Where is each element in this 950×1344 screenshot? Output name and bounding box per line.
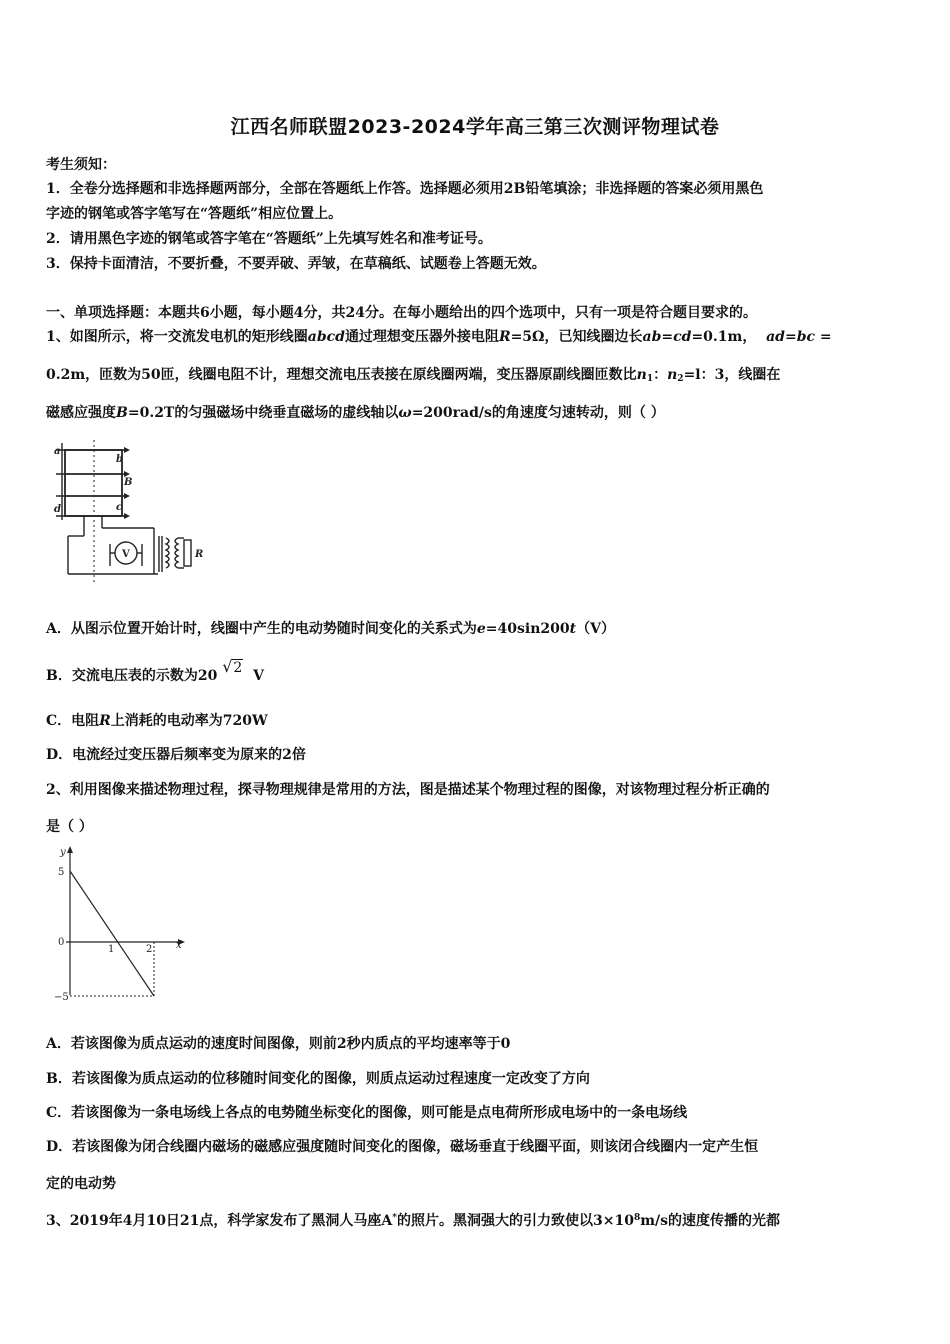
fig-label-c: c	[116, 502, 123, 513]
notice-heading: 考生须知：	[46, 157, 116, 173]
graph-tick-5: 5	[58, 867, 65, 878]
fig-label-B: B	[124, 477, 133, 488]
section-heading: 一、单项选择题：本题共6小题，每小题4分，共24分。在每小题给出的四个选项中，只有一项是符合题目要求的。	[46, 305, 757, 321]
q3-line-1: 3、2019年4月10日21点，科学家发布了黑洞人马座A*的照片。黑洞强大的引力致使以$3\times 10^8m/s$的速度传播的光都	[46, 1213, 781, 1229]
notice-item-3: 3．保持卡面清洁，不要折叠，不要弄破、弄皱，在草稿纸、试题卷上答题无效。	[46, 256, 546, 272]
q1-option-a: A．从图示位置开始计时，线圈中产生的电动势随时间变化的关系式为e=40sin200t（V）	[46, 621, 615, 637]
graph-tick-2: 2	[146, 944, 153, 955]
notice-item-1b: 字迹的钢笔或答字笔写在“答题纸”相应位置上。	[46, 206, 343, 222]
q1-line-1: 1、如图所示，将一交流发电机的矩形线圈abcd通过理想变压器外接电阻R=5Ω，已知线圈边长ab=cd=0.1m， ad=bc =	[46, 329, 832, 345]
q2-line-1: 2、利用图像来描述物理过程，探寻物理规律是常用的方法，图是描述某个物理过程的图像，对该物理过程分析正确的	[46, 782, 770, 798]
graph-origin-label: 0	[58, 937, 65, 948]
graph-y-label: y	[60, 847, 66, 858]
generator-circuit-figure	[52, 440, 217, 585]
fig-label-R: R	[195, 549, 204, 560]
fig-label-a: a	[54, 446, 61, 457]
q1-option-d: D．电流经过变压器后频率变为原来的2倍	[46, 747, 306, 763]
notice-item-2: 2．请用黑色字迹的钢笔或答字笔在“答题纸”上先填写姓名和准考证号。	[46, 231, 492, 247]
q2-option-d-line2: 定的电动势	[46, 1176, 116, 1192]
q2-option-d-line1: D．若该图像为闭合线圈内磁场的磁感应强度随时间变化的图像，磁场垂直于线圈平面，则该闭合线圈内一定产生恒	[46, 1139, 759, 1155]
exam-title: 江西名师联盟2023-2024学年高三第三次测评物理试卷	[230, 116, 720, 138]
notice-item-1a: 1．全卷分选择题和非选择题两部分，全部在答题纸上作答。选择题必须用2B铅笔填涂；非选择题的答案必须用黑色	[46, 181, 764, 197]
q2-graph	[52, 845, 192, 1005]
graph-tick-neg5: −5	[54, 992, 69, 1003]
q2-option-a: A．若该图像为质点运动的速度时间图像，则前2秒内质点的平均速率等于0	[46, 1036, 511, 1052]
q1-option-c: C．电阻R上消耗的电动率为720W	[46, 713, 268, 729]
q1-line-2: 0.2m，匝数为50匝，线圈电阻不计，理想交流电压表接在原线圈两端，变压器原副线圈匝数比$n_1$：$n_2=l$：3，线圈在	[46, 367, 781, 384]
sqrt-symbol: √2	[222, 657, 243, 676]
q1-line-3: 磁感应强度B=0.2T的匀强磁场中绕垂直磁场的虚线轴以ω=200rad/s的角速度匀速转动，则（ ）	[46, 405, 665, 421]
q2-option-b: B．若该图像为质点运动的位移随时间变化的图像，则质点运动过程速度一定改变了方向	[46, 1071, 590, 1087]
fig-label-b: b	[116, 454, 123, 465]
q1-option-b: B．交流电压表的示数为20 √2 V	[46, 657, 264, 684]
graph-tick-1: 1	[108, 944, 115, 955]
fig-label-V: V	[122, 549, 130, 560]
graph-x-label: x	[176, 940, 182, 951]
q2-line-2: 是（ ）	[46, 819, 93, 835]
q2-option-c: C．若该图像为一条电场线上各点的电势随坐标变化的图像，则可能是点电荷所形成电场中的一条电场线	[46, 1105, 688, 1121]
fig-label-d: d	[54, 504, 61, 515]
